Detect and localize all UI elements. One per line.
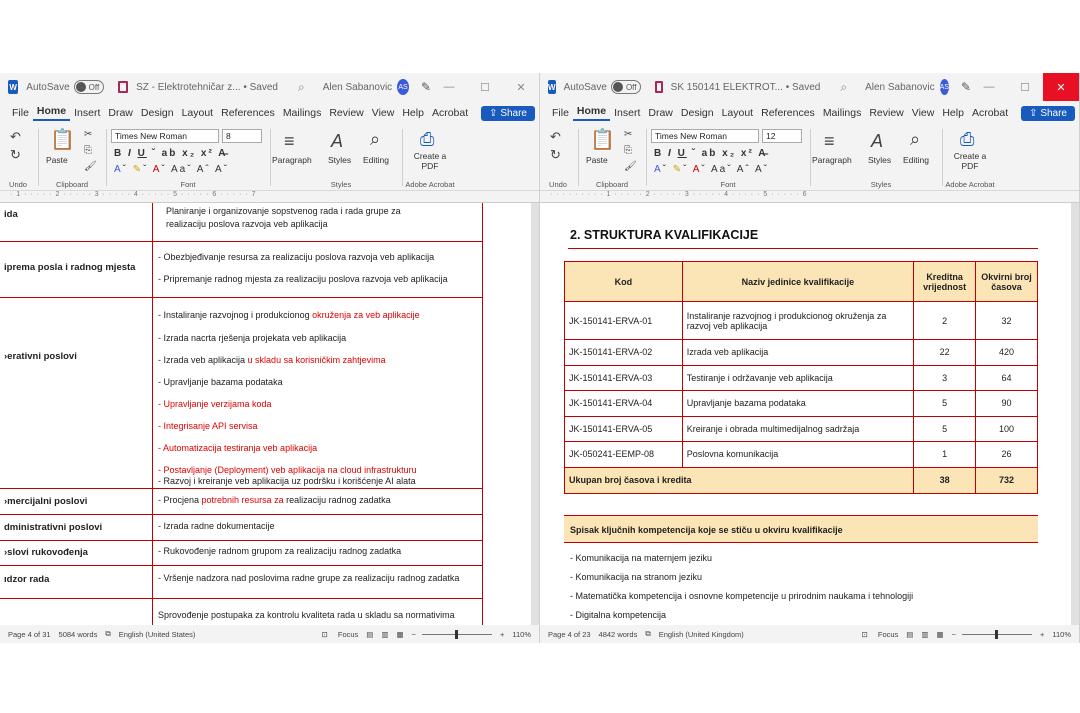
undo-group	[0, 125, 36, 191]
group-label-clipboard: Clipboard	[595, 180, 629, 189]
list-item: - Obezbjeđivanje resursa za realizaciju poslova razvoja veb aplikacija	[158, 252, 435, 262]
table-cell: JK-150141-ERVA-01	[565, 302, 683, 340]
paragraph-icon[interactable]: ≡	[824, 131, 835, 151]
font-group	[108, 125, 268, 191]
column-header: Naziv jedinice kvalifikacije	[682, 262, 913, 302]
section-title: 2. STRUKTURA KVALIFIKACIJE	[570, 228, 759, 242]
tab-mailings[interactable]: Mailings	[282, 107, 322, 119]
share-icon: ⇪	[489, 107, 501, 119]
vertical-scrollbar[interactable]	[531, 203, 539, 625]
list-item: - Vršenje nadzora nad poslovima radne grupe za realizaciju radnog zadatka	[158, 573, 460, 583]
format-painter-icon[interactable]: 🖌	[84, 161, 97, 172]
font-color-row[interactable]: Aˇ ✎ˇ Aˇ Aaˇ Aˆ Aˇ	[114, 164, 229, 175]
table-cell: 5	[914, 391, 976, 417]
table-cell: 420	[976, 340, 1038, 366]
table-cell: Izrada veb aplikacija	[682, 340, 913, 366]
undo-icon[interactable]: ↶	[550, 129, 561, 144]
list-item: - Matematička kompetencija i osnovne kompetencije u prirodnim naukama i tehnologiji	[570, 591, 914, 601]
language[interactable]: English (United States)	[118, 629, 196, 639]
undo-group	[540, 125, 576, 191]
copy-icon[interactable]: ⎘	[84, 145, 92, 156]
tab-design[interactable]: Design	[140, 107, 174, 119]
tab-insert[interactable]: Insert	[614, 107, 641, 119]
zoom-out-icon[interactable]: −	[951, 629, 956, 639]
word-window-right	[540, 73, 1080, 643]
list-item: - Integrisanje API servisa	[158, 421, 258, 431]
vertical-scrollbar[interactable]	[1071, 203, 1079, 625]
cut-icon[interactable]: ✂	[624, 129, 633, 140]
avatar[interactable]: AS	[397, 79, 409, 95]
font-name-box[interactable]: Times New Roman	[111, 129, 219, 143]
list-item: Planiranje i organizovanje sopstvenog rada i rada grupe za	[166, 206, 401, 216]
tab-insert[interactable]: Insert	[74, 107, 101, 119]
word-window-left	[0, 73, 540, 643]
maximize-icon[interactable]: ☐	[1020, 81, 1030, 94]
zoom-out-icon[interactable]: −	[411, 629, 416, 639]
share-icon: ⇪	[1029, 107, 1041, 119]
user-name[interactable]: Alen Sabanovic	[865, 81, 935, 93]
undo-icon[interactable]: ↶	[10, 129, 21, 144]
group-label-clipboard: Clipboard	[55, 180, 89, 189]
zoom-level[interactable]: 110%	[512, 629, 531, 639]
total-row	[565, 467, 1038, 493]
print-layout-icon[interactable]: ▥	[381, 629, 389, 639]
column-header: Kod	[565, 262, 683, 302]
paragraph-button[interactable]: Paragraph	[812, 155, 852, 165]
category-label: dministrativni poslovi	[4, 522, 103, 533]
tab-acrobat[interactable]: Acrobat	[971, 107, 1009, 119]
autosave-label: AutoSave	[26, 81, 70, 93]
category-label: ipremа posla i radnog mjesta	[4, 262, 136, 273]
paste-button[interactable]: Paste	[586, 155, 608, 165]
tab-review[interactable]: Review	[869, 107, 904, 119]
list-item: - Upravljanje verzijama koda	[158, 399, 272, 409]
font-color-row[interactable]: Aˇ ✎ˇ Aˇ Aaˇ Aˆ Aˇ	[654, 164, 769, 175]
list-item: - Postavljanje (Deployment) veb aplikacija na cloud infrastrukturu	[158, 465, 417, 475]
list-item: - Komunikacija na maternjem jeziku	[570, 553, 713, 563]
competencies-heading: Spisak ključnih kompetencija koje se stiču u okviru kvalifikacije	[564, 515, 1038, 543]
search-icon[interactable]: ⌕	[370, 129, 381, 149]
redo-icon[interactable]: ↻	[10, 147, 21, 162]
paragraph-group	[812, 125, 854, 191]
table-cell: 22	[914, 340, 976, 366]
zoom-in-icon[interactable]: +	[1039, 629, 1045, 639]
font-name-box[interactable]: Times New Roman	[651, 129, 759, 143]
document-area	[540, 203, 1079, 625]
paste-icon[interactable]: 📋	[590, 129, 615, 151]
paste-button[interactable]: Paste	[46, 155, 68, 165]
user-name[interactable]: Alen Sabanovic	[322, 81, 393, 93]
pen-icon[interactable]: ✎	[420, 80, 431, 94]
pen-icon[interactable]: ✎	[960, 80, 971, 94]
close-icon[interactable]: ✕	[1043, 73, 1079, 101]
group-label-undo: Undo	[549, 180, 567, 189]
font-group	[648, 125, 808, 191]
styles-button[interactable]: Styles	[328, 155, 352, 165]
font-size-box[interactable]: 8	[222, 129, 262, 143]
tab-home[interactable]: Home	[33, 105, 70, 121]
focus-button[interactable]: ⊡ Focus	[861, 629, 899, 639]
search-icon[interactable]: ⌕	[297, 79, 305, 94]
title-bar	[0, 73, 539, 101]
table-cell: 5	[914, 416, 976, 442]
copy-icon[interactable]: ⎘	[624, 145, 632, 156]
table-cell: 1	[914, 442, 976, 468]
category-label: ida	[4, 209, 18, 220]
table-cell: 64	[976, 365, 1038, 391]
table-row	[565, 416, 1038, 442]
search-icon[interactable]: ⌕	[910, 129, 921, 149]
page-count[interactable]: Page 4 of 31	[8, 629, 51, 639]
table-cell: JK-050241-EEMP-08	[565, 442, 683, 468]
cut-icon[interactable]: ✂	[84, 129, 93, 140]
tab-file[interactable]: File	[552, 107, 569, 119]
table-cell: 2	[914, 302, 976, 340]
menu-bar	[0, 101, 539, 125]
focus-button[interactable]: ⊡ Focus	[321, 629, 359, 639]
list-item: - Digitalna kompetencija	[570, 610, 667, 620]
category-label: ›erativni poslovi	[4, 351, 77, 362]
status-bar	[540, 625, 1079, 643]
tab-file[interactable]: File	[12, 107, 29, 119]
title-bar	[540, 73, 1079, 101]
table-cell: 32	[976, 302, 1038, 340]
editing-group	[900, 125, 940, 191]
styles-group	[862, 125, 900, 191]
group-label-acrobat: Adobe Acrobat	[405, 180, 455, 189]
tab-mailings[interactable]: Mailings	[822, 107, 862, 119]
category-label: ›mercijalni poslovi	[4, 496, 88, 507]
acrobat-group	[404, 125, 456, 191]
list-item: Sprovođenje postupaka za kontrolu kvaliteta rada u skladu sa normativima	[158, 610, 455, 620]
group-label-styles: Styles	[330, 180, 352, 189]
editing-button[interactable]: Editing	[363, 155, 389, 165]
document-page	[540, 203, 1072, 625]
page-count[interactable]: Page 4 of 23	[548, 629, 591, 639]
table-cell: 100	[976, 416, 1038, 442]
redo-icon[interactable]: ↻	[550, 147, 561, 162]
avatar[interactable]: AS	[940, 79, 949, 95]
tab-acrobat[interactable]: Acrobat	[431, 107, 469, 119]
autosave-toggle[interactable]: Off	[611, 80, 642, 94]
acrobat-group	[944, 125, 996, 191]
table-cell: JK-150141-ERVA-04	[565, 391, 683, 417]
list-item: - Izrada radne dokumentacije	[158, 521, 275, 531]
tab-home[interactable]: Home	[573, 105, 610, 121]
group-label-undo: Undo	[9, 180, 27, 189]
zoom-slider[interactable]	[422, 634, 492, 635]
share-button[interactable]: ⇪ Share	[481, 106, 535, 121]
toggle-knob-icon	[613, 82, 623, 92]
autosave-label: AutoSave	[563, 81, 607, 93]
table-cell: 3	[914, 365, 976, 391]
list-item: - Instaliranje razvojnog i produkcionog okruženja za veb aplikacije	[158, 310, 420, 320]
table-row	[565, 365, 1038, 391]
styles-group	[322, 125, 360, 191]
focus-icon: ⊡	[321, 629, 330, 639]
close-icon[interactable]: ✕	[516, 81, 526, 94]
format-painter-icon[interactable]: 🖌	[624, 161, 637, 172]
list-item: - Procjena potrebnih resursa za realizaciju radnog zadatka	[158, 495, 391, 505]
proofing-icon[interactable]: ⧉	[645, 629, 651, 638]
styles-icon[interactable]: A	[331, 131, 344, 151]
web-layout-icon[interactable]: ▦	[396, 629, 404, 639]
web-layout-icon[interactable]: ▦	[936, 629, 944, 639]
font-size-box[interactable]: 12	[762, 129, 802, 143]
list-item: realizaciju poslova razvoja veb aplikacija	[166, 219, 328, 229]
table-cell: JK-150141-ERVA-05	[565, 416, 683, 442]
share-button[interactable]: ⇪ Share	[1021, 106, 1075, 121]
table-cell: 90	[976, 391, 1038, 417]
tab-design[interactable]: Design	[680, 107, 714, 119]
table-cell: Instaliranje razvojnog i produkcionog okruženja za razvoj veb aplikacija	[682, 302, 913, 340]
styles-icon[interactable]: A	[871, 131, 884, 151]
word-logo-icon: W	[8, 80, 18, 94]
save-icon[interactable]	[655, 81, 662, 93]
desktop	[0, 73, 1080, 643]
ribbon	[540, 125, 1079, 191]
clipboard-group	[580, 125, 644, 191]
clipboard-group	[40, 125, 104, 191]
column-header: Kreditna vrijednost	[914, 262, 976, 302]
table-cell: Poslovna komunikacija	[682, 442, 913, 468]
focus-icon: ⊡	[861, 629, 870, 639]
list-item: - Upravljanje bazama podataka	[158, 377, 283, 387]
tab-help[interactable]: Help	[402, 107, 424, 119]
list-item: - Komunikacija na stranom jeziku	[570, 572, 703, 582]
language[interactable]: English (United Kingdom)	[658, 629, 744, 639]
document-title[interactable]: SZ - Elektrotehničar z... • Saved	[136, 81, 278, 93]
word-count[interactable]: 5084 words	[58, 629, 98, 639]
zoom-in-icon[interactable]: +	[499, 629, 505, 639]
total-hours: 732	[976, 467, 1038, 493]
list-item: - Pripremanje radnog mjesta za realizaciju poslova razvoja veb aplikacija	[158, 274, 448, 284]
tab-references[interactable]: References	[221, 107, 275, 119]
read-mode-icon[interactable]: ▤	[906, 629, 914, 639]
menu-bar	[540, 101, 1079, 125]
paragraph-icon[interactable]: ≡	[284, 131, 295, 151]
category-label: ıdzor rada	[4, 574, 50, 585]
create-pdf-button[interactable]: Create a PDF	[953, 151, 987, 171]
total-label: Ukupan broj časova i kredita	[565, 467, 914, 493]
autosave-toggle[interactable]: Off	[74, 80, 105, 94]
table-cell: 26	[976, 442, 1038, 468]
ribbon	[0, 125, 539, 191]
group-label-styles: Styles	[870, 180, 892, 189]
word-count[interactable]: 4842 words	[598, 629, 638, 639]
group-label-font: Font	[720, 180, 736, 189]
paragraph-button[interactable]: Paragraph	[272, 155, 312, 165]
horizontal-ruler[interactable]: · · · · · · · · · 1 · · · · · 2 · · · · · 3 · · · · · 4 · · · · · 5 · · · · · 6	[540, 191, 1079, 203]
minimize-icon[interactable]: —	[983, 81, 995, 93]
table-cell: Upravljanje bazama podataka	[682, 391, 913, 417]
table-cell: JK-150141-ERVA-02	[565, 340, 683, 366]
toggle-knob-icon	[76, 82, 86, 92]
status-bar	[0, 625, 539, 643]
search-icon[interactable]: ⌕	[840, 79, 848, 94]
group-label-font: Font	[180, 180, 196, 189]
tab-draw[interactable]: Draw	[648, 107, 673, 119]
tab-help[interactable]: Help	[942, 107, 964, 119]
document-area	[0, 203, 539, 625]
maximize-icon[interactable]: ☐	[480, 81, 490, 94]
tab-review[interactable]: Review	[329, 107, 364, 119]
table-row	[565, 302, 1038, 340]
table-cell: Testiranje i održavanje veb aplikacija	[682, 365, 913, 391]
list-item: - Automatizacija testiranja veb aplikacija	[158, 443, 318, 453]
zoom-slider[interactable]	[962, 634, 1032, 635]
pdf-icon[interactable]: ⎙	[960, 129, 975, 149]
table-cell: JK-150141-ERVA-03	[565, 365, 683, 391]
group-label-acrobat: Adobe Acrobat	[945, 180, 995, 189]
qualification-table	[564, 261, 1038, 494]
proofing-icon[interactable]: ⧉	[105, 629, 111, 638]
list-item: - Razvoj i kreiranje veb aplikacija uz podršku i korišćenje AI alata	[158, 476, 416, 486]
font-format-row[interactable]: B I U ˇ ab x₂ x² A̶	[114, 148, 228, 159]
column-header: Okvirni broj časova	[976, 262, 1038, 302]
minimize-icon[interactable]: —	[443, 81, 455, 93]
table-row	[565, 391, 1038, 417]
tab-draw[interactable]: Draw	[108, 107, 133, 119]
total-credits: 38	[914, 467, 976, 493]
paragraph-group	[272, 125, 314, 191]
save-icon[interactable]	[118, 81, 128, 93]
print-layout-icon[interactable]: ▥	[921, 629, 929, 639]
table-row	[565, 340, 1038, 366]
tab-layout[interactable]: Layout	[721, 107, 754, 119]
tab-references[interactable]: References	[761, 107, 815, 119]
read-mode-icon[interactable]: ▤	[366, 629, 374, 639]
category-label: ›slovi rukovođenja	[4, 547, 88, 558]
styles-button[interactable]: Styles	[868, 155, 892, 165]
word-logo-icon: W	[548, 80, 556, 94]
list-item: - Rukovođenje radnom grupom za realizaciju radnog zadatka	[158, 546, 402, 556]
table-row	[565, 442, 1038, 468]
list-item: - Izrada veb aplikacija u skladu sa korisničkim zahtjevima	[158, 355, 386, 365]
tab-view[interactable]: View	[371, 107, 395, 119]
document-page	[0, 203, 532, 625]
tab-layout[interactable]: Layout	[181, 107, 214, 119]
paste-icon[interactable]: 📋	[50, 129, 75, 151]
zoom-level[interactable]: 110%	[1052, 629, 1071, 639]
document-title[interactable]: SK 150141 ELEKTROT... • Saved	[670, 81, 821, 93]
tab-view[interactable]: View	[911, 107, 935, 119]
list-item: - Izrada nacrta rješenja projekata veb aplikacija	[158, 333, 347, 343]
font-format-row[interactable]: B I U ˇ ab x₂ x² A̶	[654, 148, 768, 159]
create-pdf-button[interactable]: Create a PDF	[413, 151, 447, 171]
horizontal-ruler[interactable]: · 1 · · · · · 2 · · · · · 3 · · · · · 4 · · · · · 5 · · · · · 6 · · · · · 7	[0, 191, 539, 203]
pdf-icon[interactable]: ⎙	[420, 129, 435, 149]
table-cell: Kreiranje i obrada multimedijalnog sadržaja	[682, 416, 913, 442]
editing-group	[360, 125, 400, 191]
editing-button[interactable]: Editing	[903, 155, 929, 165]
